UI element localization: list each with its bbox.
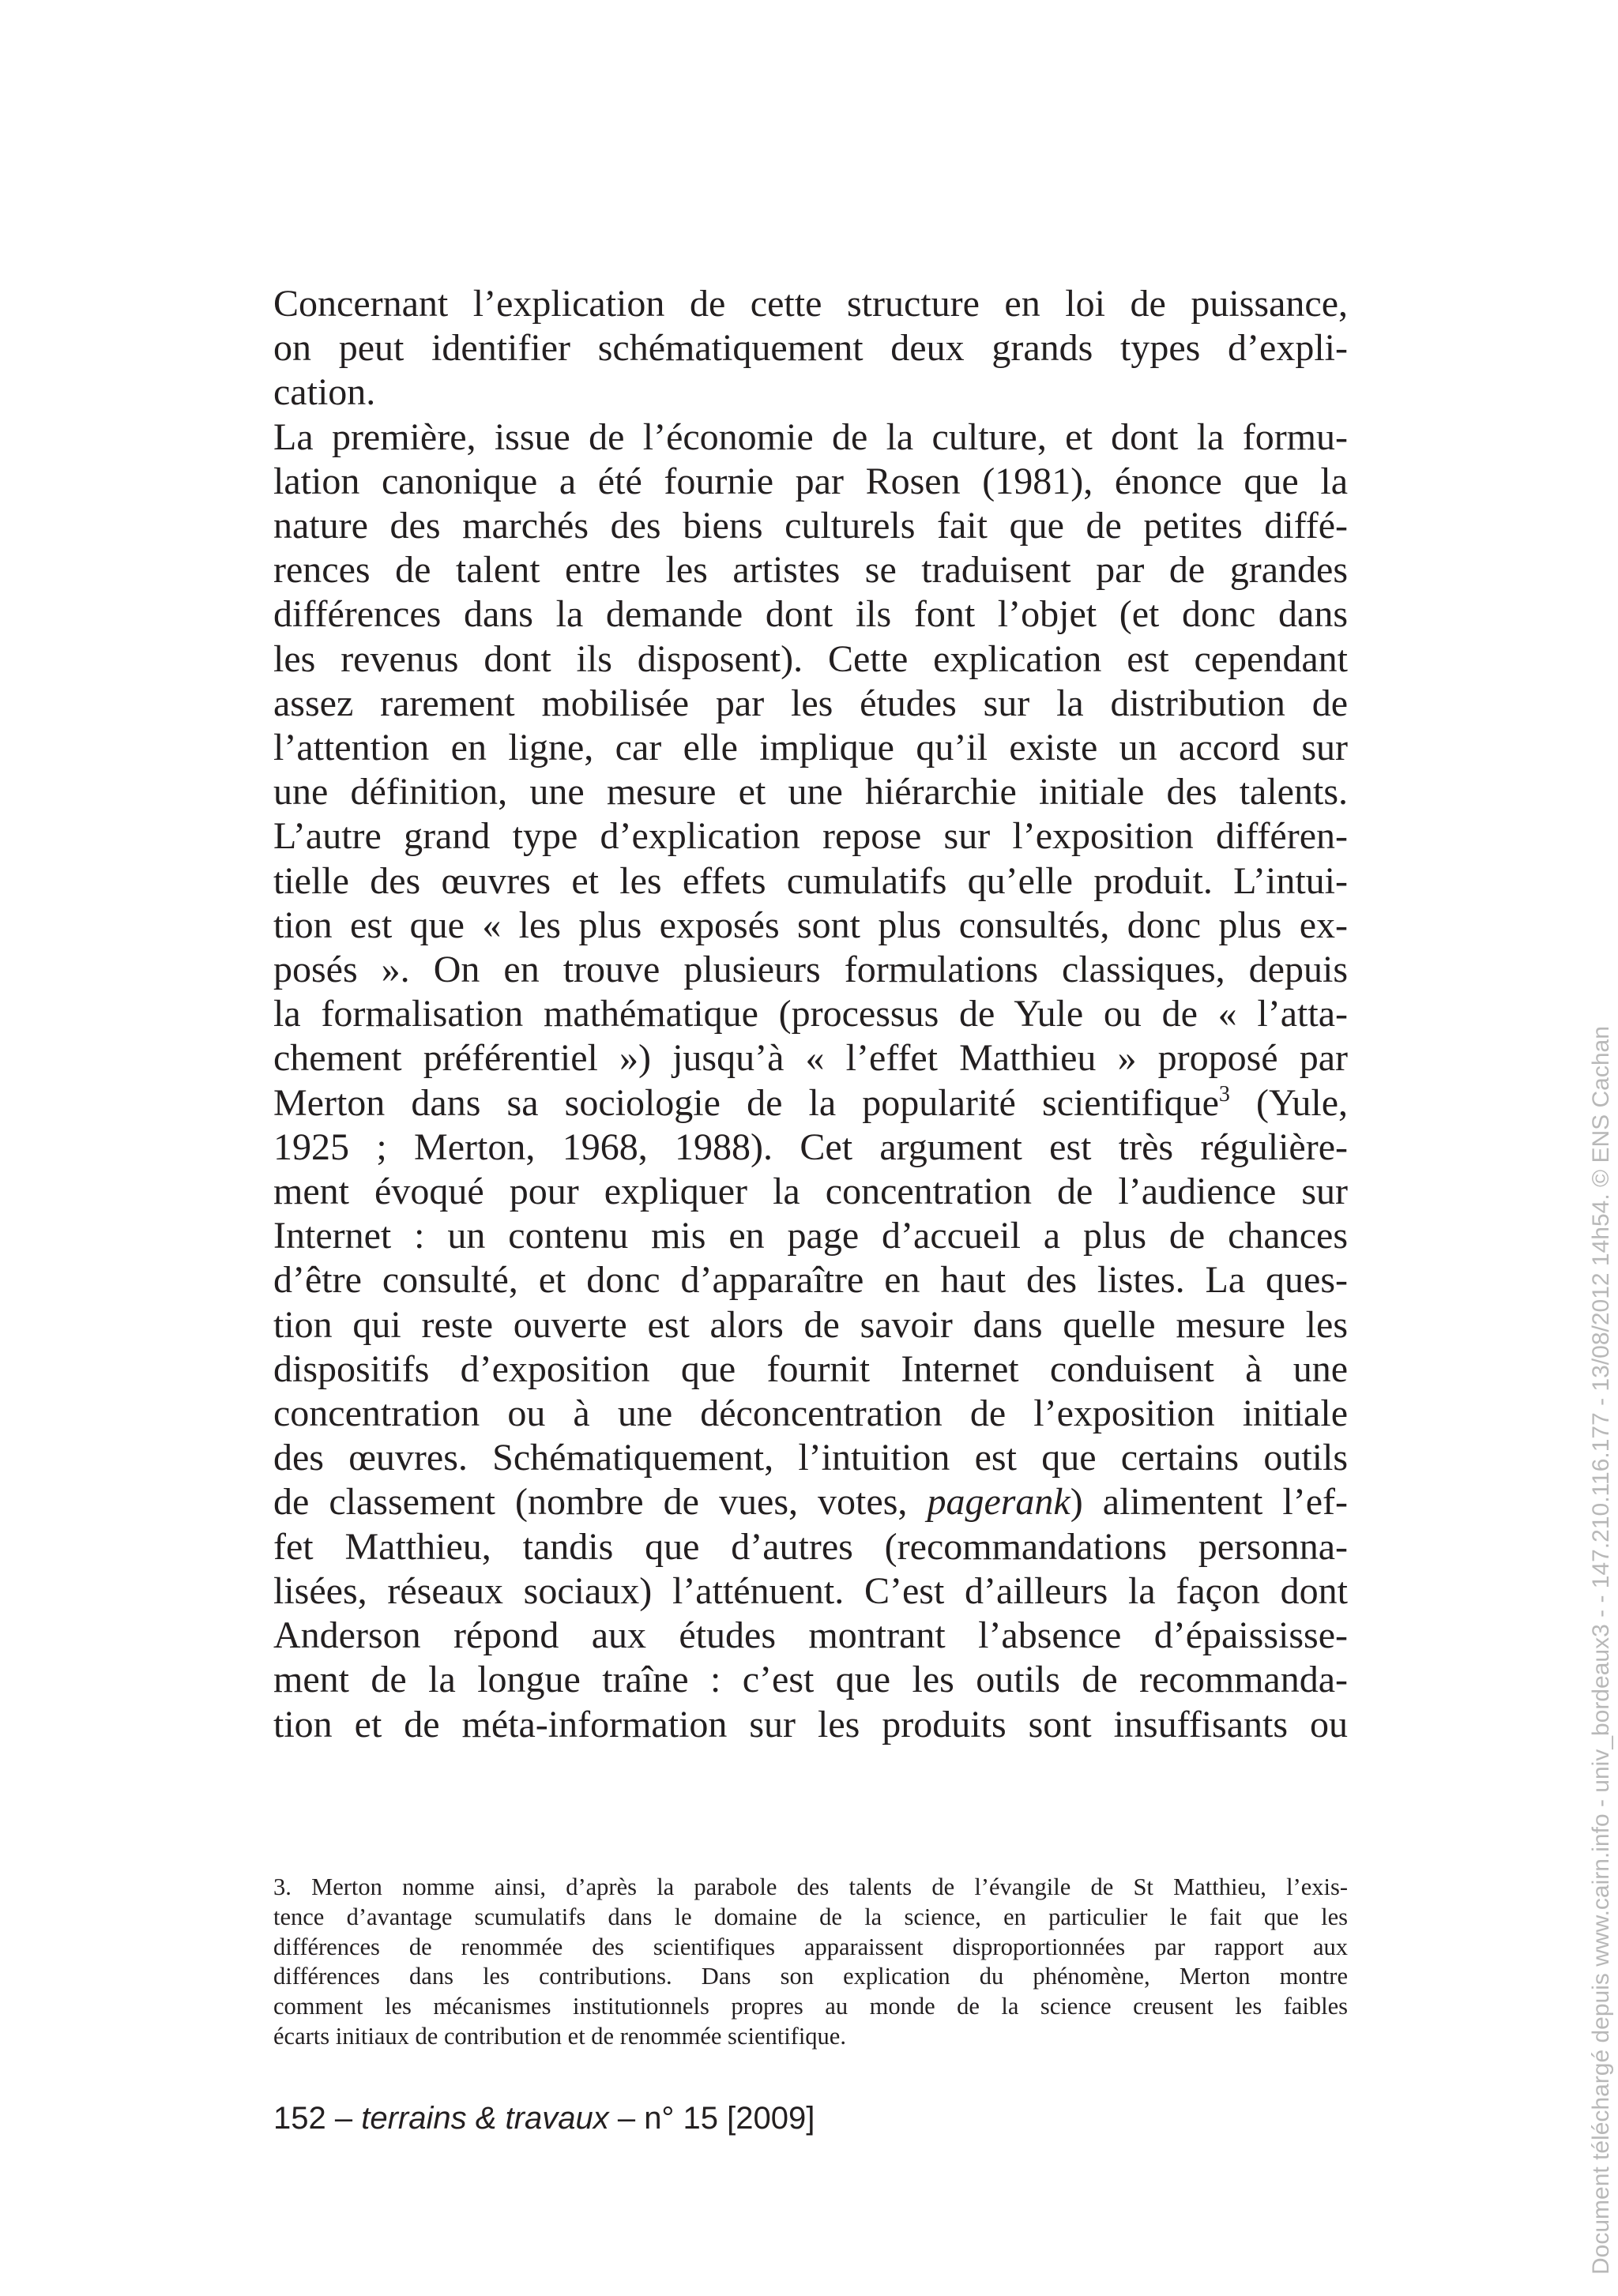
footnote-line: 3. Merton nomme ainsi, d’après la parabole des talents de l’évangile de St Matthieu, l’exis- (273, 1873, 1348, 1900)
text-line: tion qui reste ouverte est alors de savoir dans quelle mesure les (273, 1303, 1348, 1346)
text-line: tielle des œuvres et les effets cumulatifs qu’elle produit. L’intui- (273, 859, 1348, 902)
page-number: 152 (273, 2101, 326, 2136)
text-line: d’être consulté, et donc d’apparaître en haut des listes. La ques- (273, 1259, 1348, 1302)
text-line: chement préférentiel ») jusqu’à « l’effet Matthieu » proposé par (273, 1037, 1348, 1080)
text-line: assez rarement mobilisée par les études sur la distribution de (273, 682, 1348, 724)
page-footer (273, 2099, 815, 2137)
download-watermark: Document téléchargé depuis www.cairn.info - univ_bordeaux3 - - 147.210.116.177 - 13/08/2012 14h54. © ENS Cachan (1588, 1026, 1614, 2275)
footnote (273, 1873, 1348, 2052)
footnote-line: différences de renommée des scientifiques apparaissent disproportionnées par rapport aux (273, 1933, 1348, 1960)
italic-term: pagerank (927, 1481, 1071, 1524)
issue-number: n° 15 [2009] (644, 2101, 815, 2136)
text-line: posés ». On en trouve plusieurs formulations classiques, depuis (273, 949, 1348, 991)
main-text (273, 282, 1348, 1747)
text-line: nature des marchés des biens culturels fait que de petites diffé- (273, 505, 1348, 547)
text-line-with-italic (273, 1480, 1348, 1524)
text-segment: (Yule, (1229, 1081, 1348, 1124)
text-line: différences dans la demande dont ils font l’objet (et donc dans (273, 593, 1348, 636)
text-segment: de classement (nombre de vues, votes, (273, 1481, 928, 1524)
footnote-reference: 3 (1218, 1081, 1230, 1107)
text-line: les revenus dont ils disposent). Cette explication est cependant (273, 637, 1348, 680)
text-line: lisées, réseaux sociaux) l’atténuent. C’est d’ailleurs la façon dont (273, 1569, 1348, 1612)
text-line: Concernant l’explication de cette structure en loi de puissance, (273, 283, 1348, 325)
text-line: rences de talent entre les artistes se traduisent par de grandes (273, 549, 1348, 592)
text-line: Anderson répond aux études montrant l’absence d’épaississe- (273, 1614, 1348, 1657)
text-line: Internet : un contenu mis en page d’accueil a plus de chances (273, 1215, 1348, 1257)
text-line: la formalisation mathématique (processus de Yule ou de « l’atta- (273, 993, 1348, 1035)
footer-separator: – (608, 2101, 645, 2136)
text-line-with-footnote-ref (273, 1081, 1348, 1125)
footnote-line: comment les mécanismes institutionnels propres au monde de la science creusent les faibles (273, 1993, 1348, 2020)
text-line: La première, issue de l’économie de la culture, et dont la formu- (273, 415, 1348, 458)
journal-title: terrains & travaux (361, 2101, 609, 2136)
footnote-line: écarts initiaux de contribution et de renommée scientifique. (273, 2022, 846, 2050)
text-line: on peut identifier schématiquement deux grands types d’expli- (273, 327, 1348, 370)
text-line: l’attention en ligne, car elle implique qu’il existe un accord sur (273, 727, 1348, 769)
text-line: fet Matthieu, tandis que d’autres (recommandations personna- (273, 1525, 1348, 1568)
footnote-line: tence d’avantage scumulatifs dans le domaine de la science, en particulier le fait que les (273, 1903, 1348, 1930)
text-line: dispositifs d’exposition que fournit Internet conduisent à une (273, 1347, 1348, 1390)
footnote-line: différences dans les contributions. Dans son explication du phénomène, Merton montre (273, 1963, 1348, 1990)
text-line: tion et de méta-information sur les produits sont insuffisants ou (273, 1703, 1348, 1745)
text-line: concentration ou à une déconcentration de l’exposition initiale (273, 1392, 1348, 1435)
text-line: tion est que « les plus exposés sont plus consultés, donc plus ex- (273, 904, 1348, 946)
text-line: des œuvres. Schématiquement, l’intuition est que certains outils (273, 1437, 1348, 1479)
text-line: cation. (273, 371, 376, 414)
footer-separator: – (325, 2101, 362, 2136)
text-line: lation canonique a été fournie par Rosen (1981), énonce que la (273, 460, 1348, 502)
text-line: L’autre grand type d’explication repose sur l’exposition différen- (273, 815, 1348, 858)
text-line: ment de la longue traîne : c’est que les outils de recommanda- (273, 1659, 1348, 1701)
text-line: ment évoqué pour expliquer la concentration de l’audience sur (273, 1171, 1348, 1213)
text-segment: Merton dans sa sociologie de la popularité scientifique (273, 1081, 1219, 1124)
text-line: 1925 ; Merton, 1968, 1988). Cet argument est très régulière- (273, 1125, 1348, 1168)
text-line: une définition, une mesure et une hiérarchie initiale des talents. (273, 771, 1348, 814)
text-segment: ) alimentent l’ef- (1070, 1481, 1349, 1524)
